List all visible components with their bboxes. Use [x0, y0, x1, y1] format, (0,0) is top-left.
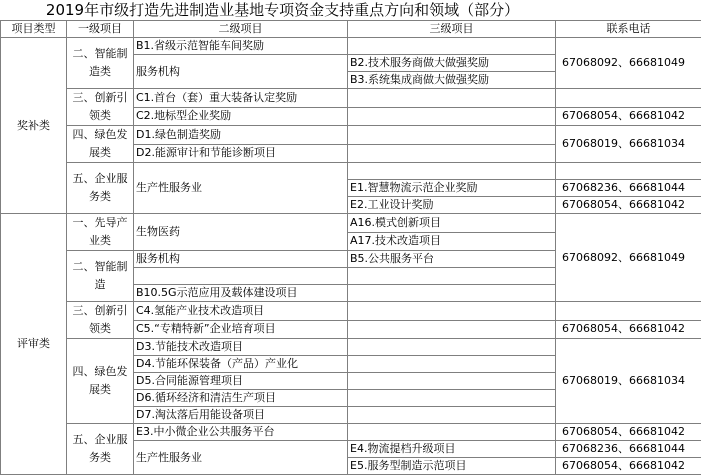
phone-cell: 67068236、66681044 — [556, 441, 701, 458]
l1-reward-green: 四、绿色发展类 — [67, 126, 134, 163]
l1-review-enterprise: 五、企业服务类 — [67, 424, 134, 475]
cell-d1: D1.绿色制造奖励 — [134, 126, 348, 145]
header-level2: 二级项目 — [134, 21, 348, 38]
phone-cell: 67068054、66681042 — [556, 107, 701, 126]
phone-cell: 67068054、66681042 — [556, 197, 701, 214]
cell-biomed: 生物医药 — [134, 214, 348, 251]
phone-cell: 67068092、66681049 — [556, 214, 701, 302]
cell-b5: B5.公共服务平台 — [348, 251, 556, 268]
header-type: 项目类型 — [1, 21, 67, 38]
page-title: 2019年市级打造先进制造业基地专项资金支持重点方向和领域（部分） — [0, 0, 565, 20]
cell-b2: B2.技术服务商做大做强奖励 — [348, 55, 556, 72]
table-row — [1, 302, 701, 321]
cell-d2: D2.能源审计和节能诊断项目 — [134, 144, 348, 163]
phone-cell: 67068054、66681042 — [556, 320, 701, 339]
header-phone: 联系电话 — [556, 21, 701, 38]
cell-d4: D4.节能环保装备（产品）产业化 — [134, 356, 348, 373]
cell-c4: C4.氢能产业技术改造项目 — [134, 302, 348, 321]
phone-cell: 67068054、66681042 — [556, 424, 701, 441]
l1-review-smart: 二、智能制造 — [67, 251, 134, 302]
cell-c1: C1.首台（套）重大装备认定奖励 — [134, 89, 348, 108]
cell-d7: D7.淘汰落后用能设备项目 — [134, 407, 348, 424]
cell-d6: D6.循环经济和清洁生产项目 — [134, 390, 348, 407]
table-row — [1, 163, 701, 180]
cell-b1: B1.省级示范智能车间奖励 — [134, 38, 348, 55]
l1-reward-enterprise: 五、企业服务类 — [67, 163, 134, 214]
table-row — [1, 38, 701, 55]
table-row — [1, 214, 701, 233]
header-row — [1, 21, 701, 38]
type-review: 评审类 — [1, 214, 67, 475]
table-row — [1, 424, 701, 441]
l1-reward-innovate: 三、创新引领类 — [67, 89, 134, 126]
table-row — [1, 89, 701, 108]
funding-table — [0, 20, 701, 475]
l1-review-pioneer: 一、先导产业类 — [67, 214, 134, 251]
l1-reward-smart: 二、智能制造类 — [67, 38, 134, 89]
cell-e3: E3.中小微企业公共服务平台 — [134, 424, 348, 441]
cell-e2: E2.工业设计奖励 — [348, 197, 556, 214]
l1-review-innovate: 三、创新引领类 — [67, 302, 134, 339]
cell-a16: A16.模式创新项目 — [348, 214, 556, 233]
header-level3: 三级项目 — [348, 21, 556, 38]
cell-producer-service-2: 生产性服务业 — [134, 441, 348, 475]
cell-a17: A17.技术改造项目 — [348, 232, 556, 251]
phone-cell: 67068019、66681034 — [556, 339, 701, 424]
cell-service-org: 服务机构 — [134, 55, 348, 89]
cell-c2: C2.地标型企业奖励 — [134, 107, 348, 126]
cell-e1: E1.智慧物流示范企业奖励 — [348, 180, 556, 197]
cell-b3: B3.系统集成商做大做强奖励 — [348, 72, 556, 89]
type-reward: 奖补类 — [1, 38, 67, 214]
cell-b10: B10.5G示范应用及载体建设项目 — [134, 285, 348, 302]
cell-c5: C5.“专精特新”企业培育项目 — [134, 320, 348, 339]
phone-cell: 67068054、66681042 — [556, 458, 701, 475]
cell-producer-service: 生产性服务业 — [134, 163, 348, 214]
phone-cell: 67068236、66681044 — [556, 180, 701, 197]
phone-cell: 67068019、66681034 — [556, 126, 701, 163]
phone-cell: 67068092、66681049 — [556, 38, 701, 89]
cell-d3: D3.节能技术改造项目 — [134, 339, 348, 356]
cell-e5: E5.服务型制造示范项目 — [348, 458, 556, 475]
header-level1: 一级项目 — [67, 21, 134, 38]
cell-service-org-2: 服务机构 — [134, 251, 348, 268]
l1-review-green: 四、绿色发展类 — [67, 339, 134, 424]
table-row — [1, 126, 701, 145]
table-row — [1, 339, 701, 356]
cell-d5: D5.合同能源管理项目 — [134, 373, 348, 390]
cell-e4: E4.物流提档升级项目 — [348, 441, 556, 458]
